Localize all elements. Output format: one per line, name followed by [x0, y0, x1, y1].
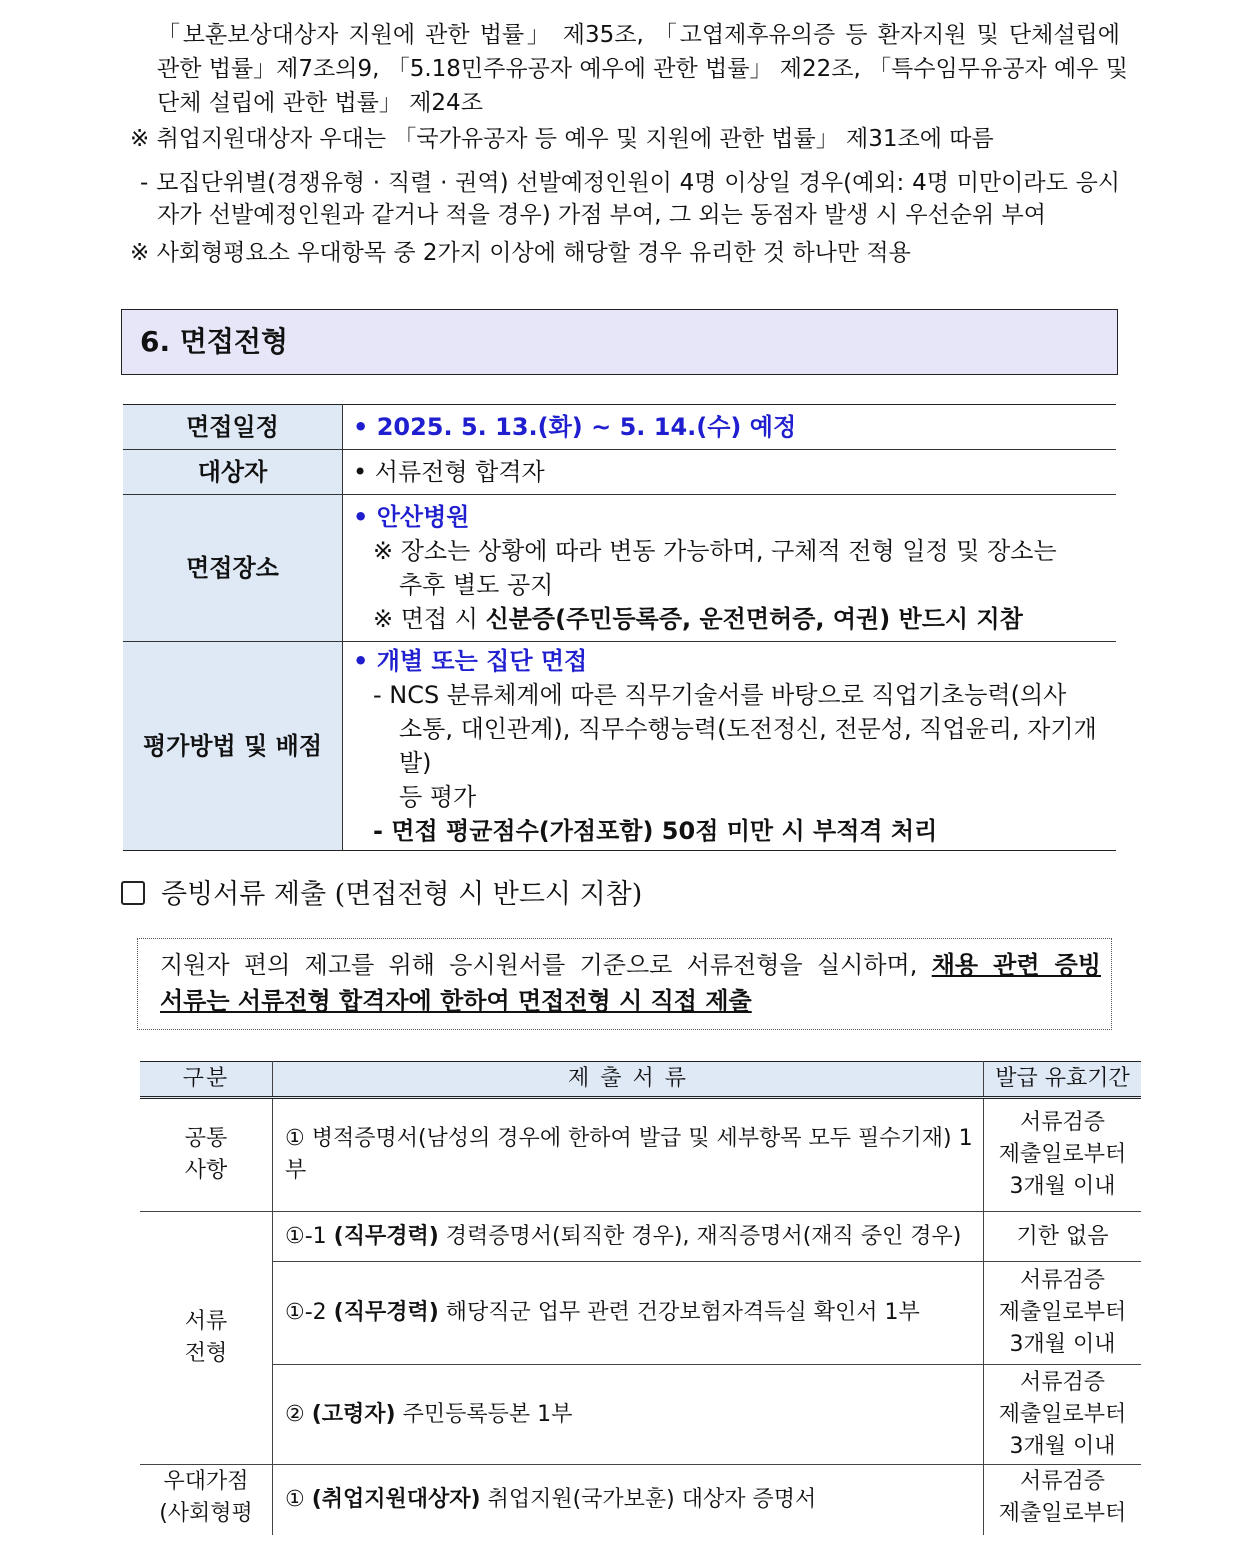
table-row	[140, 1212, 1141, 1262]
validity-line-3: 3개월 이내	[1009, 1174, 1116, 1199]
place-note-2	[353, 602, 1106, 636]
notice-underlined-1: 채용 관련 증빙	[931, 951, 1101, 979]
doc-military-record: ① 병적증명서(남성의 경우에 한하여 발급 및 세부항목 모두 필수기재) 1부	[273, 1098, 984, 1212]
method-value: • 개별 또는 집단 면접	[353, 647, 588, 675]
notice-box	[137, 938, 1112, 1030]
validity-cell-partial	[984, 1465, 1142, 1535]
validity-line-2: 제출일로부터	[998, 1300, 1127, 1325]
table-row	[140, 1262, 1141, 1365]
doc-number: ①-1	[285, 1223, 334, 1249]
target-label: 대상자	[123, 450, 343, 495]
validity-no-limit: 기한 없음	[984, 1212, 1142, 1262]
interview-row-place	[123, 495, 1116, 642]
doc-health-insurance	[273, 1262, 984, 1365]
validity-line-1: 서류검증	[1019, 1268, 1105, 1293]
notice-line-1	[160, 947, 1101, 983]
validity-cell	[984, 1098, 1142, 1212]
target-value: • 서류전형 합격자	[343, 450, 1117, 495]
validity-line-1: 서류검증	[1019, 1369, 1105, 1395]
header-category: 구분	[140, 1062, 273, 1098]
interview-row-schedule	[123, 405, 1116, 450]
section-title: 6. 면접전형	[140, 325, 289, 358]
validity-cell	[984, 1262, 1142, 1365]
interview-row-target	[123, 450, 1116, 495]
intro-note-1: ※ 취업지원대상자 우대는 「국가유공자 등 예우 및 지원에 관한 법률」 제31조에 따름	[130, 126, 994, 152]
schedule-cell	[343, 405, 1117, 450]
notice-underlined-2: 서류는 서류전형 합격자에 한하여 면접전형 시 직접 제출	[160, 987, 752, 1015]
schedule-value: • 2025. 5. 13.(화) ~ 5. 14.(수) 예정	[353, 413, 797, 441]
notice-plain: 지원자 편의 제고를 위해 응시원서를 기준으로 서류전형을 실시하며,	[160, 951, 932, 979]
category-documents-line-2: 전형	[184, 1341, 228, 1366]
doc-text: 취업지원(국가보훈) 대상자 증명서	[480, 1486, 817, 1512]
header-validity: 발급 유효기간	[984, 1062, 1142, 1098]
doc-number: ①-2	[285, 1300, 334, 1325]
doc-text: 해당직군 업무 관련 건강보험자격득실 확인서 1부	[438, 1300, 920, 1325]
doc-number: ②	[285, 1401, 312, 1427]
doc-employment-support	[273, 1465, 984, 1535]
method-line-3: 등 평가	[399, 783, 477, 811]
doc-tag: (취업지원대상자)	[311, 1486, 481, 1512]
category-preference	[140, 1465, 273, 1535]
place-note-1b: 추후 별도 공지	[399, 571, 554, 599]
table-row	[140, 1465, 1141, 1535]
validity-line-3: 3개월 이내	[1009, 1433, 1116, 1459]
schedule-label: 면접일정	[123, 405, 343, 450]
method-label: 평가방법 및 배점	[123, 642, 343, 851]
doc-resident-registration	[273, 1365, 984, 1465]
validity-line-1: 서류검증	[1019, 1469, 1105, 1494]
doc-number: ①	[285, 1486, 312, 1512]
section-heading-box	[121, 309, 1118, 375]
validity-line-2: 제출일로부터	[998, 1501, 1127, 1526]
place-note-2-bold: 신분증(주민등록증, 운전면허증, 여권) 반드시 지참	[485, 605, 1023, 633]
method-line-1: - NCS 분류체계에 따른 직무기술서를 바탕으로 직업기초능력(의사	[373, 681, 1067, 709]
place-cell	[343, 495, 1117, 642]
docs-table-header	[140, 1062, 1141, 1098]
checkbox-square-icon	[121, 881, 145, 905]
validity-line-1: 서류검증	[1019, 1110, 1105, 1135]
docs-table	[140, 1061, 1141, 1535]
method-line-2: 소통, 대인관계), 직무수행능력(도전정신, 전문성, 직업윤리, 자기개발)	[399, 715, 1097, 777]
doc-text: 경력증명서(퇴직한 경우), 재직증명서(재직 중인 경우)	[438, 1223, 962, 1249]
docs-header-text: 증빙서류 제출 (면접전형 시 반드시 지참)	[161, 879, 643, 910]
doc-tag: (고령자)	[311, 1401, 396, 1427]
category-documents	[140, 1212, 273, 1465]
validity-line-3: 3개월 이내	[1009, 1332, 1116, 1357]
intro-dash-line-2: 자가 선발예정인원과 같거나 적을 경우) 가점 부여, 그 외는 동점자 발생 시 우선순위 부여	[157, 202, 1046, 228]
category-common-line-2: 사항	[184, 1158, 228, 1183]
category-preference-line-2: (사회형평	[159, 1501, 253, 1526]
method-cell	[343, 642, 1117, 851]
interview-row-method	[123, 642, 1116, 851]
place-value: • 안산병원	[353, 503, 470, 531]
intro-line-2: 관한 법률」제7조의9, 「5.18민주유공자 예우에 관한 법률」 제22조, 「특수임무유공자 예우 및	[157, 56, 1128, 82]
table-row	[140, 1098, 1141, 1212]
header-documents: 제 출 서 류	[273, 1062, 984, 1098]
intro-dash-line-1: - 모집단위별(경쟁유형 · 직렬 · 권역) 선발예정인원이 4명 이상일 경우(예외: 4명 미만이라도 응시	[140, 170, 1120, 196]
validity-line-2: 제출일로부터	[998, 1401, 1127, 1427]
validity-line-2: 제출일로부터	[998, 1142, 1127, 1167]
intro-note-2: ※ 사회형평요소 우대항목 중 2가지 이상에 해당할 경우 유리한 것 하나만 적용	[130, 240, 911, 266]
intro-line-3: 단체 설립에 관한 법률」 제24조	[157, 90, 483, 116]
category-documents-line-1: 서류	[184, 1309, 228, 1334]
doc-text: 주민등록등본 1부	[395, 1401, 573, 1427]
category-common-line-1: 공통	[184, 1126, 228, 1151]
place-note-2-prefix: ※ 면접 시	[373, 605, 486, 633]
doc-tag: (직무경력)	[333, 1223, 439, 1249]
category-preference-line-1: 우대가점	[163, 1469, 249, 1494]
place-note-1a: ※ 장소는 상황에 따라 변동 가능하며, 구체적 전형 일정 및 장소는	[373, 537, 1057, 565]
docs-header	[121, 877, 642, 913]
interview-table	[123, 404, 1116, 851]
category-common	[140, 1098, 273, 1212]
table-row	[140, 1365, 1141, 1465]
doc-career-certificate	[273, 1212, 984, 1262]
validity-cell	[984, 1365, 1142, 1465]
notice-line-2	[160, 983, 1101, 1019]
doc-tag: (직무경력)	[333, 1300, 439, 1325]
intro-line-1: 「보훈보상대상자 지원에 관한 법률」 제35조, 「고엽제후유의증 등 환자지원 및 단체설립에	[157, 22, 1120, 48]
method-line-4: - 면접 평균점수(가점포함) 50점 미만 시 부적격 처리	[373, 817, 938, 845]
place-label: 면접장소	[123, 495, 343, 642]
